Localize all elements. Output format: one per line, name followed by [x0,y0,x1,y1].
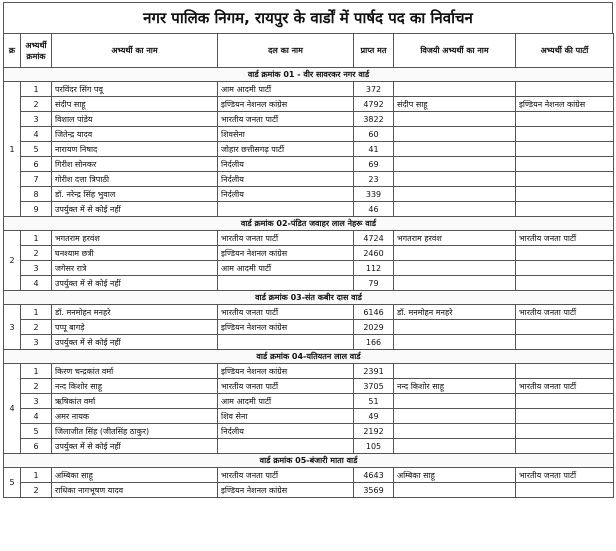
winner-party [516,82,614,97]
header-candidate-no: अभ्यर्थी क्रमांक [21,34,52,68]
header-candidate-name: अभ्यर्थी का नाम [52,34,218,68]
winner-name [394,483,516,498]
party-name: इण्डियन नेशनल कांग्रेस [218,246,354,261]
votes-received: 4643 [354,468,394,483]
candidate-number: 4 [21,409,52,424]
ward-number: 3 [4,305,21,350]
winner-party [516,127,614,142]
winner-name [394,127,516,142]
candidate-name: परविंदर सिंग पवू [52,82,218,97]
table-row [4,364,614,379]
table-row [4,187,614,202]
ward-number: 1 [4,82,21,217]
candidate-number: 1 [21,364,52,379]
winner-name [394,394,516,409]
candidate-name: घनश्याम छत्री [52,246,218,261]
winner-name: नन्द किशोर साहू [394,379,516,394]
winner-name [394,172,516,187]
table-row [4,379,614,394]
winner-party [516,483,614,498]
votes-received: 2192 [354,424,394,439]
party-name: भारतीय जनता पार्टी [218,231,354,246]
candidate-name: संदीप साहू [52,97,218,112]
candidate-number: 2 [21,379,52,394]
votes-received: 41 [354,142,394,157]
candidate-name: जितेन्द्र यादव [52,127,218,142]
winner-name [394,409,516,424]
table-row [4,82,614,97]
candidate-number: 2 [21,97,52,112]
candidate-name: जिलाजीत सिंह (जीतसिंह ठाकुर) [52,424,218,439]
candidate-number: 4 [21,276,52,291]
winner-name [394,157,516,172]
winner-party [516,261,614,276]
ward-heading: वार्ड क्रमांक 03-संत कबीर दास वार्ड [4,291,614,305]
votes-received: 3705 [354,379,394,394]
winner-party [516,112,614,127]
table-row [4,276,614,291]
party-name: निर्दलीय [218,157,354,172]
winner-party [516,276,614,291]
candidate-number: 3 [21,335,52,350]
winner-name [394,364,516,379]
winner-party: इण्डियन नेशनल कांग्रेस [516,97,614,112]
winner-name: संदीप साहू [394,97,516,112]
table-row [4,231,614,246]
winner-party [516,172,614,187]
votes-received: 6146 [354,305,394,320]
winner-party [516,335,614,350]
party-name: निर्दलीय [218,424,354,439]
table-row [4,394,614,409]
party-name: आम आदमी पार्टी [218,82,354,97]
results-table [3,33,614,498]
header-winner: विजयी अभ्यर्थी का नाम [394,34,516,68]
party-name: इण्डियन नेशनल कांग्रेस [218,364,354,379]
votes-received: 166 [354,335,394,350]
votes-received: 4792 [354,97,394,112]
party-name [218,202,354,217]
winner-name [394,276,516,291]
party-name: आम आदमी पार्टी [218,261,354,276]
candidate-number: 9 [21,202,52,217]
winner-name [394,261,516,276]
votes-received: 112 [354,261,394,276]
table-row [4,157,614,172]
votes-received: 105 [354,439,394,454]
candidate-number: 3 [21,112,52,127]
party-name: निर्दलीय [218,172,354,187]
votes-received: 2460 [354,246,394,261]
votes-received: 4724 [354,231,394,246]
table-row [4,320,614,335]
candidate-number: 1 [21,82,52,97]
winner-party: भारतीय जनता पार्टी [516,379,614,394]
votes-received: 51 [354,394,394,409]
candidate-name: भगतराम हरवंश [52,231,218,246]
party-name: शिवसेना [218,127,354,142]
votes-received: 2391 [354,364,394,379]
candidate-name: उपर्युक्त में से कोई नहीं [52,202,218,217]
candidate-number: 1 [21,468,52,483]
candidate-name: उपर्युक्त में से कोई नहीं [52,335,218,350]
party-name: भारतीय जनता पार्टी [218,468,354,483]
votes-received: 2029 [354,320,394,335]
ward-heading-row [4,350,614,364]
winner-name [394,335,516,350]
candidate-name: पप्पू बागड़े [52,320,218,335]
table-row [4,172,614,187]
candidate-number: 5 [21,424,52,439]
winner-party [516,320,614,335]
table-row [4,127,614,142]
votes-received: 3569 [354,483,394,498]
winner-party: भारतीय जनता पार्टी [516,231,614,246]
winner-name [394,424,516,439]
header-sno: क्र [4,34,21,68]
winner-name: डॉ. मनमोहन मनहरे [394,305,516,320]
candidate-name: अम्बिका साहू [52,468,218,483]
candidate-number: 7 [21,172,52,187]
table-row [4,261,614,276]
party-name: निर्दलीय [218,187,354,202]
ward-heading-row [4,454,614,468]
header-votes: प्राप्त मत [354,34,394,68]
candidate-name: उपर्युक्त में से कोई नहीं [52,439,218,454]
table-row [4,424,614,439]
votes-received: 372 [354,82,394,97]
candidate-name: ऋषिकांत वर्मा [52,394,218,409]
candidate-name: उपर्युक्त में से कोई नहीं [52,276,218,291]
candidate-name: नारायण निषाद [52,142,218,157]
votes-received: 60 [354,127,394,142]
winner-party [516,409,614,424]
party-name: भारतीय जनता पार्टी [218,305,354,320]
table-row [4,97,614,112]
table-row [4,439,614,454]
winner-name [394,202,516,217]
candidate-name: डॉ. मनमोहन मनहरे [52,305,218,320]
candidate-name: जगेसर रात्रे [52,261,218,276]
party-name: भारतीय जनता पार्टी [218,112,354,127]
winner-name [394,320,516,335]
candidate-name: गिरीश सोनकर [52,157,218,172]
ward-heading: वार्ड क्रमांक 01 - वीर सावरकर नगर वार्ड [4,68,614,82]
candidate-number: 6 [21,439,52,454]
party-name: आम आदमी पार्टी [218,394,354,409]
winner-party: भारतीय जनता पार्टी [516,305,614,320]
winner-name [394,142,516,157]
candidate-number: 1 [21,305,52,320]
winner-party: भारतीय जनता पार्टी [516,468,614,483]
candidate-name: गोरीश दत्ता त्रिपाठी [52,172,218,187]
ward-heading: वार्ड क्रमांक 04-यतियतन लाल वार्ड [4,350,614,364]
ward-heading-row [4,68,614,82]
winner-party [516,364,614,379]
ward-heading: वार्ड क्रमांक 05-बंजारी माता वार्ड [4,454,614,468]
votes-received: 46 [354,202,394,217]
candidate-number: 6 [21,157,52,172]
table-row [4,483,614,498]
winner-name [394,246,516,261]
candidate-name: अमर नायक [52,409,218,424]
header-party: दल का नाम [218,34,354,68]
candidate-number: 8 [21,187,52,202]
votes-received: 49 [354,409,394,424]
votes-received: 69 [354,157,394,172]
party-name [218,335,354,350]
ward-number: 4 [4,364,21,454]
party-name: इण्डियन नेशनल कांग्रेस [218,97,354,112]
winner-name [394,112,516,127]
table-row [4,202,614,217]
party-name: जोहार छत्तीसगढ़ पार्टी [218,142,354,157]
ward-number: 5 [4,468,21,498]
candidate-number: 2 [21,320,52,335]
party-name [218,276,354,291]
candidate-name: डॉ. नरेन्द्र सिंह भुवाल [52,187,218,202]
candidate-number: 2 [21,246,52,261]
candidate-number: 2 [21,483,52,498]
winner-party [516,394,614,409]
ward-heading-row [4,291,614,305]
results-document [3,2,613,498]
winner-name [394,439,516,454]
winner-name: अम्बिका साहू [394,468,516,483]
header-winner-party: अभ्यर्थी की पार्टी [516,34,614,68]
candidate-number: 4 [21,127,52,142]
ward-number: 2 [4,231,21,291]
winner-name [394,187,516,202]
table-row [4,409,614,424]
winner-party [516,157,614,172]
page-title: नगर पालिक निगम, रायपुर के वार्डों में पार्षद पद का निर्वाचन [3,2,613,33]
header-row [4,34,614,68]
party-name: शिव सेना [218,409,354,424]
table-row [4,142,614,157]
table-row [4,112,614,127]
winner-party [516,439,614,454]
winner-name: भगतराम हरवंश [394,231,516,246]
candidate-number: 1 [21,231,52,246]
winner-name [394,82,516,97]
table-row [4,305,614,320]
votes-received: 3822 [354,112,394,127]
candidate-name: राधिका नागभूषण यादव [52,483,218,498]
party-name: इण्डियन नेशनल कांग्रेस [218,320,354,335]
candidate-number: 5 [21,142,52,157]
candidate-name: विशाल पांडेय [52,112,218,127]
winner-party [516,142,614,157]
party-name: भारतीय जनता पार्टी [218,379,354,394]
votes-received: 23 [354,172,394,187]
party-name: इण्डियन नेशनल कांग्रेस [218,483,354,498]
votes-received: 339 [354,187,394,202]
table-row [4,335,614,350]
candidate-number: 3 [21,261,52,276]
table-row [4,246,614,261]
winner-party [516,187,614,202]
votes-received: 79 [354,276,394,291]
table-row [4,468,614,483]
winner-party [516,246,614,261]
party-name [218,439,354,454]
candidate-number: 3 [21,394,52,409]
candidate-name: किरण चन्द्रकांत वर्मा [52,364,218,379]
ward-heading: वार्ड क्रमांक 02-पंडित जवाहर लाल नेहरू वार्ड [4,217,614,231]
candidate-name: नन्द किशोर साहू [52,379,218,394]
winner-party [516,202,614,217]
winner-party [516,424,614,439]
ward-heading-row [4,217,614,231]
